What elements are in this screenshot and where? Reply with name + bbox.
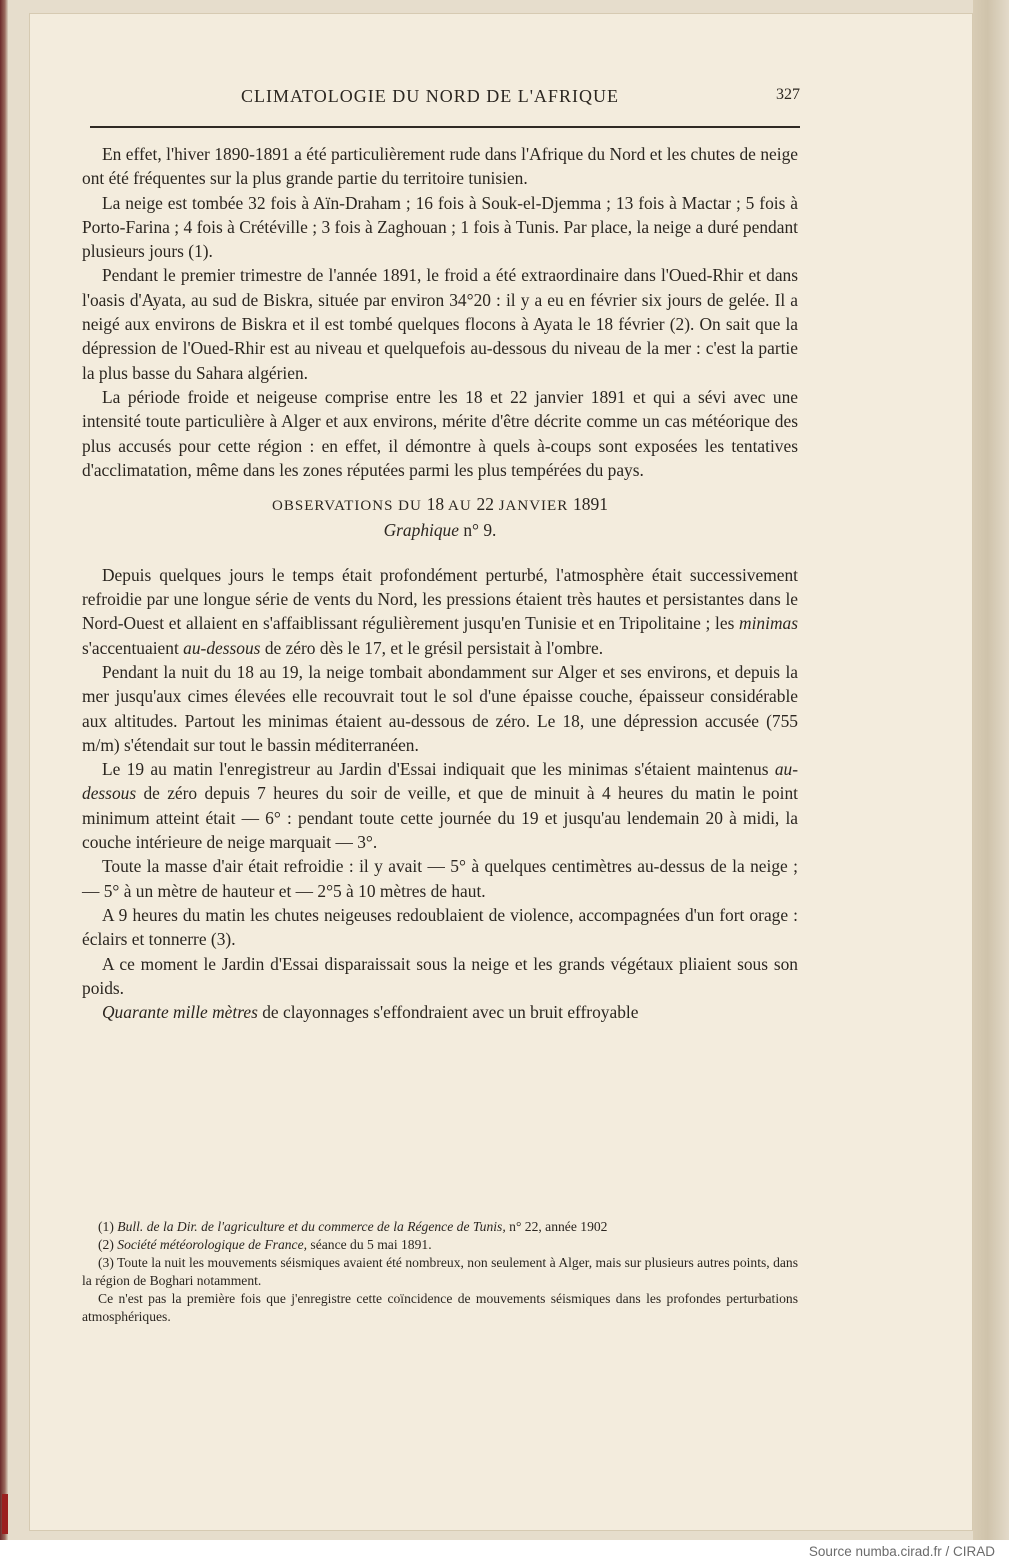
footnote-4: Ce n'est pas la première fois que j'enregistre cette coïncidence de mouvements séismiques dans les profondes perturbations atmosphériques. <box>82 1291 798 1324</box>
book-binding-edge <box>0 0 8 1540</box>
paragraph-1: En effet, l'hiver 1890-1891 a été particulièrement rude dans l'Afrique du Nord et les chutes de neige ont été fréquentes sur la plus grande partie du territoire tunisien. <box>82 144 798 189</box>
page-number: 327 <box>776 86 800 103</box>
paragraph-3: Pendant le premier trimestre de l'année 1891, le froid a été extraordinaire dans l'Oued-Rhir et dans l'oasis d'Ayata, au sud de Biskra, située par environ 34°20 : il y a eu en février six jours de gelée. Il a neigé aux environs de Biskra et il est tombé quelques flocons à Ayata le 18 février (2). On sait que la dépression de l'Oued-Rhir est au niveau et quelquefois au-dessous du niveau de la mer : c'est la partie la plus basse du Sahara algérien. <box>82 265 798 383</box>
paragraph-9: A 9 heures du matin les chutes neigeuses redoublaient de violence, accompagnées d'un fort orage : éclairs et tonnerre (3). <box>82 904 798 950</box>
source-credit: Source numba.cirad.fr / CIRAD <box>808 1544 995 1559</box>
paragraph-2: La neige est tombée 32 fois à Aïn-Draham ; 16 fois à Souk-el-Djemma ; 13 fois à Mactar ; 5 fois à Porto-Farina ; 4 fois à Crétéville ; 3 fois à Zaghouan ; 1 fois à Tunis. Par place, la neige a duré pendant plusieurs jours (1). <box>82 192 798 262</box>
body-text <box>82 142 798 1024</box>
running-title: CLIMATOLOGIE DU NORD DE L'AFRIQUE <box>241 86 619 106</box>
paragraph-10: A ce moment le Jardin d'Essai disparaissait sous la neige et les grands végétaux pliaient sous son poids. <box>82 953 798 998</box>
paragraph-4: La période froide et neigeuse comprise entre les 18 et 22 janvier 1891 et qui a sévi avec une intensité toute particulière à Alger et aux environs, mérite d'être décrite comme un cas météorique des plus accusés pour cette région : en effet, il démontre à quels à-coups sont exposées les tentatives d'acclimatation, même dans les zones réputées parmi les plus tempérées du pays. <box>82 386 798 480</box>
binding-mark <box>2 1494 8 1534</box>
page-edge <box>973 0 1009 1540</box>
footnote-3: (3) Toute la nuit les mouvements séismiques avaient été nombreux, non seulement à Alger, mais sur plusieurs autres points, dans la région de Boghari notamment. <box>82 1255 798 1288</box>
footnote-2: (2) Société météorologique de France, séance du 5 mai 1891. <box>98 1237 432 1252</box>
running-head <box>60 86 800 116</box>
paragraph-5: Depuis quelques jours le temps était profondément perturbé, l'atmosphère était successivement refroidie par une longue série de vents du Nord, les pressions étaient très hautes et persistantes dans le Nord-Ouest et allaient en s'affaiblissant régulièrement jusqu'en Tunisie et en Tripolitaine ; les minimas s'accentuaient au-dessous de zéro dès le 17, et le grésil persistait à l'ombre. <box>82 564 798 658</box>
footnotes <box>82 1218 798 1326</box>
paragraph-7: Le 19 au matin l'enregistreur au Jardin d'Essai indiquait que les minimas s'étaient maintenus au-dessous de zéro depuis 7 heures du soir de veille, et que de minuit à 4 heures du matin le point minimum atteint était — 6° : pendant toute cette journée du 19 et jusqu'au lendemain 20 à midi, la couche intérieure de neige marquait — 3°. <box>82 759 798 853</box>
paragraph-6: Pendant la nuit du 18 au 19, la neige tombait abondamment sur Alger et ses environs, et depuis la mer jusqu'aux cimes élevées elle recouvrait tout le sol d'une épaisse couche, épaisseur considérable aux altitudes. Partout les minimas étaient au-dessous de zéro. Le 18, une dépression accusée (755 m/m) s'étendait sur tout le bassin méditerranéen. <box>82 661 798 755</box>
footnote-1: (1) Bull. de la Dir. de l'agriculture et du commerce de la Régence de Tunis, n° 22, année 1902 <box>98 1219 608 1234</box>
paragraph-11: Quarante mille mètres de clayonnages s'effondraient avec un bruit effroyable <box>102 1002 639 1023</box>
section-heading: OBSERVATIONS DU 18 AU 22 JANVIER 1891 <box>272 494 608 515</box>
section-subheading: Graphique n° 9. <box>383 520 497 541</box>
paragraph-8: Toute la masse d'air était refroidie : il y avait — 5° à quelques centimètres au-dessus de la neige ; — 5° à un mètre de hauteur et — 2°5 à 10 mètres de haut. <box>82 856 798 901</box>
header-rule <box>90 126 800 128</box>
